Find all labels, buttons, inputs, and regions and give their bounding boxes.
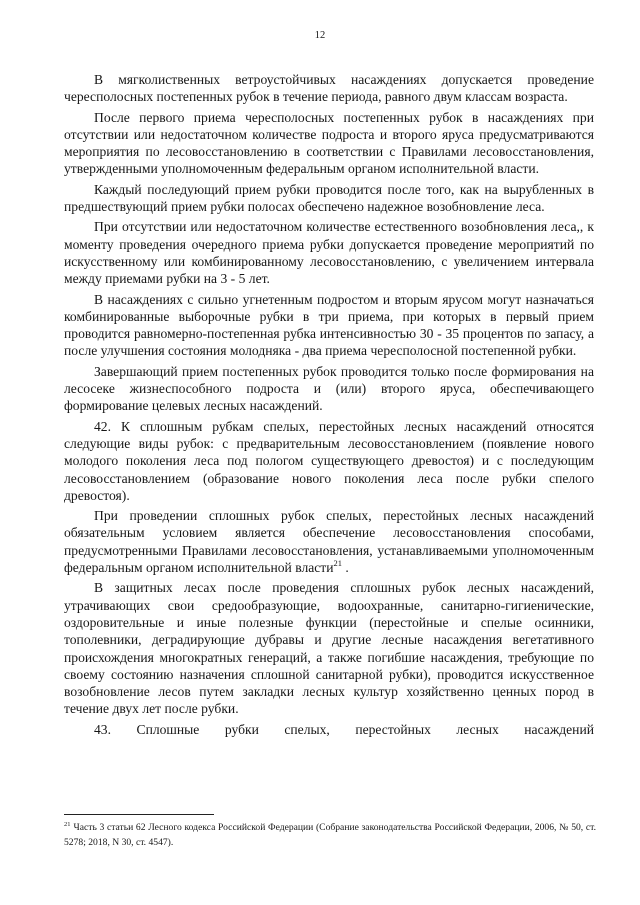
paragraph-2: После первого приема чересполосных постепенных рубок в насаждениях при отсутствии или недостаточном количестве подроста и второго яруса предусматриваются мероприятия по лесовосстановлению в соответствии с Правилами лесовосстановления, утвержденными уполномоченным федеральным органом исполнительной власти. <box>64 109 594 177</box>
page-number: 12 <box>314 30 326 41</box>
paragraph-1: В мягколиственных ветроустойчивых насаждениях допускается проведение чересполосных постепенных рубок в течение периода, равного двум классам возраста. <box>64 72 594 105</box>
paragraph-8 <box>64 507 594 576</box>
document-body <box>64 71 594 738</box>
paragraph-3: Каждый последующий прием рубки проводится после того, как на вырубленных в предшествующий прием рубки полосах обеспечено надежное возобновление леса. <box>64 181 594 215</box>
footnote-text: Часть 3 статьи 62 Лесного кодекса Российской Федерации (Собрание законодательства Российской Федерации, 2006, № 50, ст. 5278; 2018, N 30, ст. 4547). <box>64 822 596 848</box>
footnote <box>64 821 596 850</box>
paragraph-8-tail: . <box>345 560 349 576</box>
paragraph-clause-43: 43. Сплошные рубки спелых, перестойных лесных насаждений <box>94 721 594 737</box>
footnote-divider <box>64 814 214 815</box>
paragraph-6: Завершающий прием постепенных рубок проводится только после формирования на лесосеке жизнеспособного подроста и (или) второго яруса, обеспечивающего формирование целевых лесных насаждений. <box>64 363 594 414</box>
footnote-marker: 21 <box>64 821 71 828</box>
footnote-reference[interactable]: 21 <box>333 558 343 569</box>
paragraph-4: При отсутствии или недостаточном количестве естественного возобновления леса,, к моменту проведения очередного приема рубки допускается проведение мероприятий по искусственному или комбинированному лесовосстановлению, с увеличением интервала между приемами рубки на 3 - 5 лет. <box>64 219 594 287</box>
paragraph-8-text: При проведении сплошных рубок спелых, перестойных лесных насаждений обязательным условием является обеспечение лесовосстановления способами, предусмотренными Правилами лесовосстановления, устанавливаемыми уполномоченным федеральным органом исполнительной власти <box>64 508 594 576</box>
paragraph-9: В защитных лесах после проведения сплошных рубок лесных насаждений, утрачивающих свои средообразующие, водоохранные, санитарно-гигиенические, оздоровительные и иные полезные функции (перестойные и спелые осинники, тополевники, деградирующие дубравы и другие лесные насаждения вегетативного происхождения многократных генераций, а также погибшие насаждения, требующие по своему состоянию назначения сплошной санитарной рубки), проводится искусственное возобновление лесов путем закладки лесных культур хозяйственно ценных пород в течение двух лет после рубки. <box>64 580 594 717</box>
paragraph-clause-42: 42. К сплошным рубкам спелых, перестойных лесных насаждений относятся следующие виды рубок: с предварительным лесовосстановлением (появление нового молодого поколения леса под пологом существующего древостоя) и с последующим лесовосстановлением (образование нового поколения леса после рубки спелого древостоя). <box>64 418 594 503</box>
paragraph-5: В насаждениях с сильно угнетенным подростом и вторым ярусом могут назначаться комбинированные выборочные рубки в три приема, при которых в первый прием проводится равномерно-постепенная рубка интенсивностью 30 - 35 процентов по запасу, а после улучшения состояния молодняка - два приема чересполосной постепенной рубки. <box>64 291 594 359</box>
